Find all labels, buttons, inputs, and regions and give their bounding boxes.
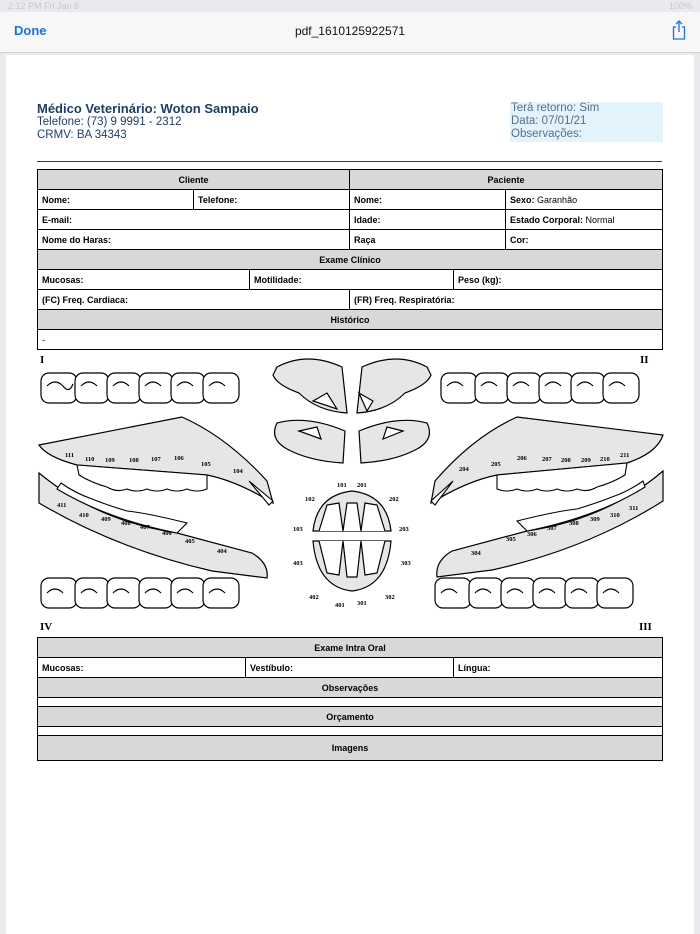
patient-color-label: Cor: xyxy=(510,234,529,245)
tooth-103: 103 xyxy=(293,526,303,533)
tooth-309: 309 xyxy=(590,516,600,523)
quadrant-label-iv: IV xyxy=(40,621,53,633)
tooth-411: 411 xyxy=(57,502,67,509)
clinical-mucosa-field xyxy=(38,270,250,290)
tooth-111: 111 xyxy=(65,452,75,459)
intraoral-vestibule-field xyxy=(246,658,454,678)
tooth-210: 210 xyxy=(600,456,610,463)
tooth-402: 402 xyxy=(309,594,319,601)
tooth-311: 311 xyxy=(629,505,639,512)
tooth-404: 404 xyxy=(217,548,227,555)
clinical-weight-label: Peso (kg): xyxy=(458,274,502,285)
header-divider xyxy=(37,161,662,162)
tooth-304: 304 xyxy=(471,550,481,557)
clinical-motility-label: Motilidade: xyxy=(254,274,302,285)
nav-bar xyxy=(0,12,700,53)
intraoral-mucosa-label: Mucosas: xyxy=(42,662,84,673)
tooth-102: 102 xyxy=(305,496,315,503)
tooth-307: 307 xyxy=(547,525,557,532)
resp-rate-field xyxy=(350,290,663,310)
clinical-mucosa-label: Mucosas: xyxy=(42,274,84,285)
patient-body-field xyxy=(506,210,663,230)
tooth-302: 302 xyxy=(385,594,395,601)
heart-rate-field xyxy=(38,290,350,310)
occlusal-upper-left xyxy=(41,373,239,403)
tooth-106: 106 xyxy=(174,455,184,462)
observations-header: Observações xyxy=(38,678,663,698)
occlusal-lower-right xyxy=(435,578,633,608)
intraoral-tongue-label: Língua: xyxy=(458,662,491,673)
tooth-101: 101 xyxy=(337,482,347,489)
patient-breed-label: Raça xyxy=(354,234,376,245)
occlusal-upper-right xyxy=(441,373,639,403)
visit-date: Data: 07/01/21 xyxy=(511,115,587,127)
done-button[interactable]: Done xyxy=(14,23,47,38)
tooth-409: 409 xyxy=(101,516,111,523)
patient-section-header: Paciente xyxy=(350,170,663,190)
visit-notes: Observações: xyxy=(511,128,582,140)
return-status: Terá retorno: Sim xyxy=(511,102,600,114)
tooth-407: 407 xyxy=(140,524,150,531)
tooth-109: 109 xyxy=(105,457,115,464)
client-stable-label: Nome do Haras: xyxy=(42,234,112,245)
quadrant-label-i: I xyxy=(40,354,45,366)
patient-name-label: Nome: xyxy=(354,194,383,205)
observations-value xyxy=(38,698,663,707)
tooth-201: 201 xyxy=(357,482,367,489)
patient-age-field xyxy=(350,210,506,230)
intraoral-exam-header: Exame Intra Oral xyxy=(38,638,663,658)
tooth-206: 206 xyxy=(517,455,527,462)
tooth-105: 105 xyxy=(201,461,211,468)
visit-info xyxy=(510,102,663,142)
status-time: 2:12 PM Fri Jan 8 xyxy=(8,1,80,11)
client-stable-field xyxy=(38,230,350,250)
tooth-202: 202 xyxy=(389,496,399,503)
clinical-motility-field xyxy=(250,270,454,290)
quadrant-label-iii: III xyxy=(639,621,652,633)
intraoral-mucosa-field xyxy=(38,658,246,678)
tooth-203: 203 xyxy=(399,526,409,533)
intraoral-form-table xyxy=(37,637,663,761)
budget-header: Orçamento xyxy=(38,707,663,727)
budget-value xyxy=(38,727,663,736)
occlusal-lower-left xyxy=(41,578,239,608)
patient-body-value: Normal xyxy=(585,214,615,225)
tooth-301: 301 xyxy=(357,600,367,607)
tooth-107: 107 xyxy=(151,456,161,463)
tooth-108: 108 xyxy=(129,457,139,464)
doctor-name: Médico Veterinário: Woton Sampaio xyxy=(37,101,259,116)
client-phone-label: Telefone: xyxy=(198,194,238,205)
client-name-label: Nome: xyxy=(42,194,71,205)
tooth-408: 408 xyxy=(121,520,131,527)
heart-rate-label: (FC) Freq. Cardiaca: xyxy=(42,294,129,305)
client-phone-field xyxy=(194,190,350,210)
history-header: Histórico xyxy=(38,310,663,330)
client-email-field xyxy=(38,210,350,230)
patient-breed-field xyxy=(350,230,506,250)
tooth-209: 209 xyxy=(581,457,591,464)
incisor-profile-left-upper xyxy=(273,359,347,413)
document-title: pdf_1610125922571 xyxy=(294,24,406,38)
tooth-211: 211 xyxy=(620,452,630,459)
client-email-label: E-mail: xyxy=(42,214,73,225)
tooth-403: 403 xyxy=(293,560,303,567)
patient-name-field xyxy=(350,190,506,210)
tooth-110: 110 xyxy=(85,456,95,463)
pdf-page xyxy=(6,55,694,934)
tooth-208: 208 xyxy=(561,457,571,464)
tooth-104: 104 xyxy=(233,468,243,475)
tooth-305: 305 xyxy=(506,536,516,543)
clinical-exam-header: Exame Clínico xyxy=(38,250,663,270)
images-header: Imagens xyxy=(38,736,663,761)
intraoral-vestibule-label: Vestíbulo: xyxy=(250,662,294,673)
doctor-phone: Telefone: (73) 9 9991 - 2312 xyxy=(37,116,182,128)
incisor-profile-right-lower xyxy=(359,420,429,463)
patient-color-field xyxy=(506,230,663,250)
tooth-308: 308 xyxy=(569,520,579,527)
history-value: - xyxy=(38,330,663,350)
status-bar xyxy=(0,0,700,12)
patient-sex-label: Sexo: xyxy=(510,194,535,205)
incisor-profile-left-lower xyxy=(275,420,345,463)
patient-sex-field xyxy=(506,190,663,210)
patient-age-label: Idade: xyxy=(354,214,381,225)
intraoral-tongue-field xyxy=(454,658,663,678)
quadrant-label-ii: II xyxy=(640,354,649,366)
doctor-crmv: CRMV: BA 34343 xyxy=(37,129,127,141)
share-icon[interactable] xyxy=(672,20,686,40)
tooth-306: 306 xyxy=(527,531,537,538)
tooth-303: 303 xyxy=(401,560,411,567)
tooth-310: 310 xyxy=(610,512,620,519)
clinical-weight-field xyxy=(454,270,663,290)
client-section-header: Cliente xyxy=(38,170,350,190)
resp-rate-label: (FR) Freq. Respiratória: xyxy=(354,294,455,305)
dental-chart-diagram xyxy=(37,353,665,635)
doctor-info xyxy=(37,101,259,142)
patient-sex-value: Garanhão xyxy=(537,194,578,205)
tooth-401: 401 xyxy=(335,602,345,609)
tooth-207: 207 xyxy=(542,456,552,463)
tooth-204: 204 xyxy=(459,466,469,473)
tooth-205: 205 xyxy=(491,461,501,468)
status-battery: 100% xyxy=(668,1,692,11)
tooth-410: 410 xyxy=(79,512,89,519)
patient-form-table xyxy=(37,169,663,350)
client-name-field xyxy=(38,190,194,210)
tooth-406: 406 xyxy=(162,530,172,537)
patient-body-label: Estado Corporal: xyxy=(510,214,584,225)
tooth-405: 405 xyxy=(185,538,195,545)
